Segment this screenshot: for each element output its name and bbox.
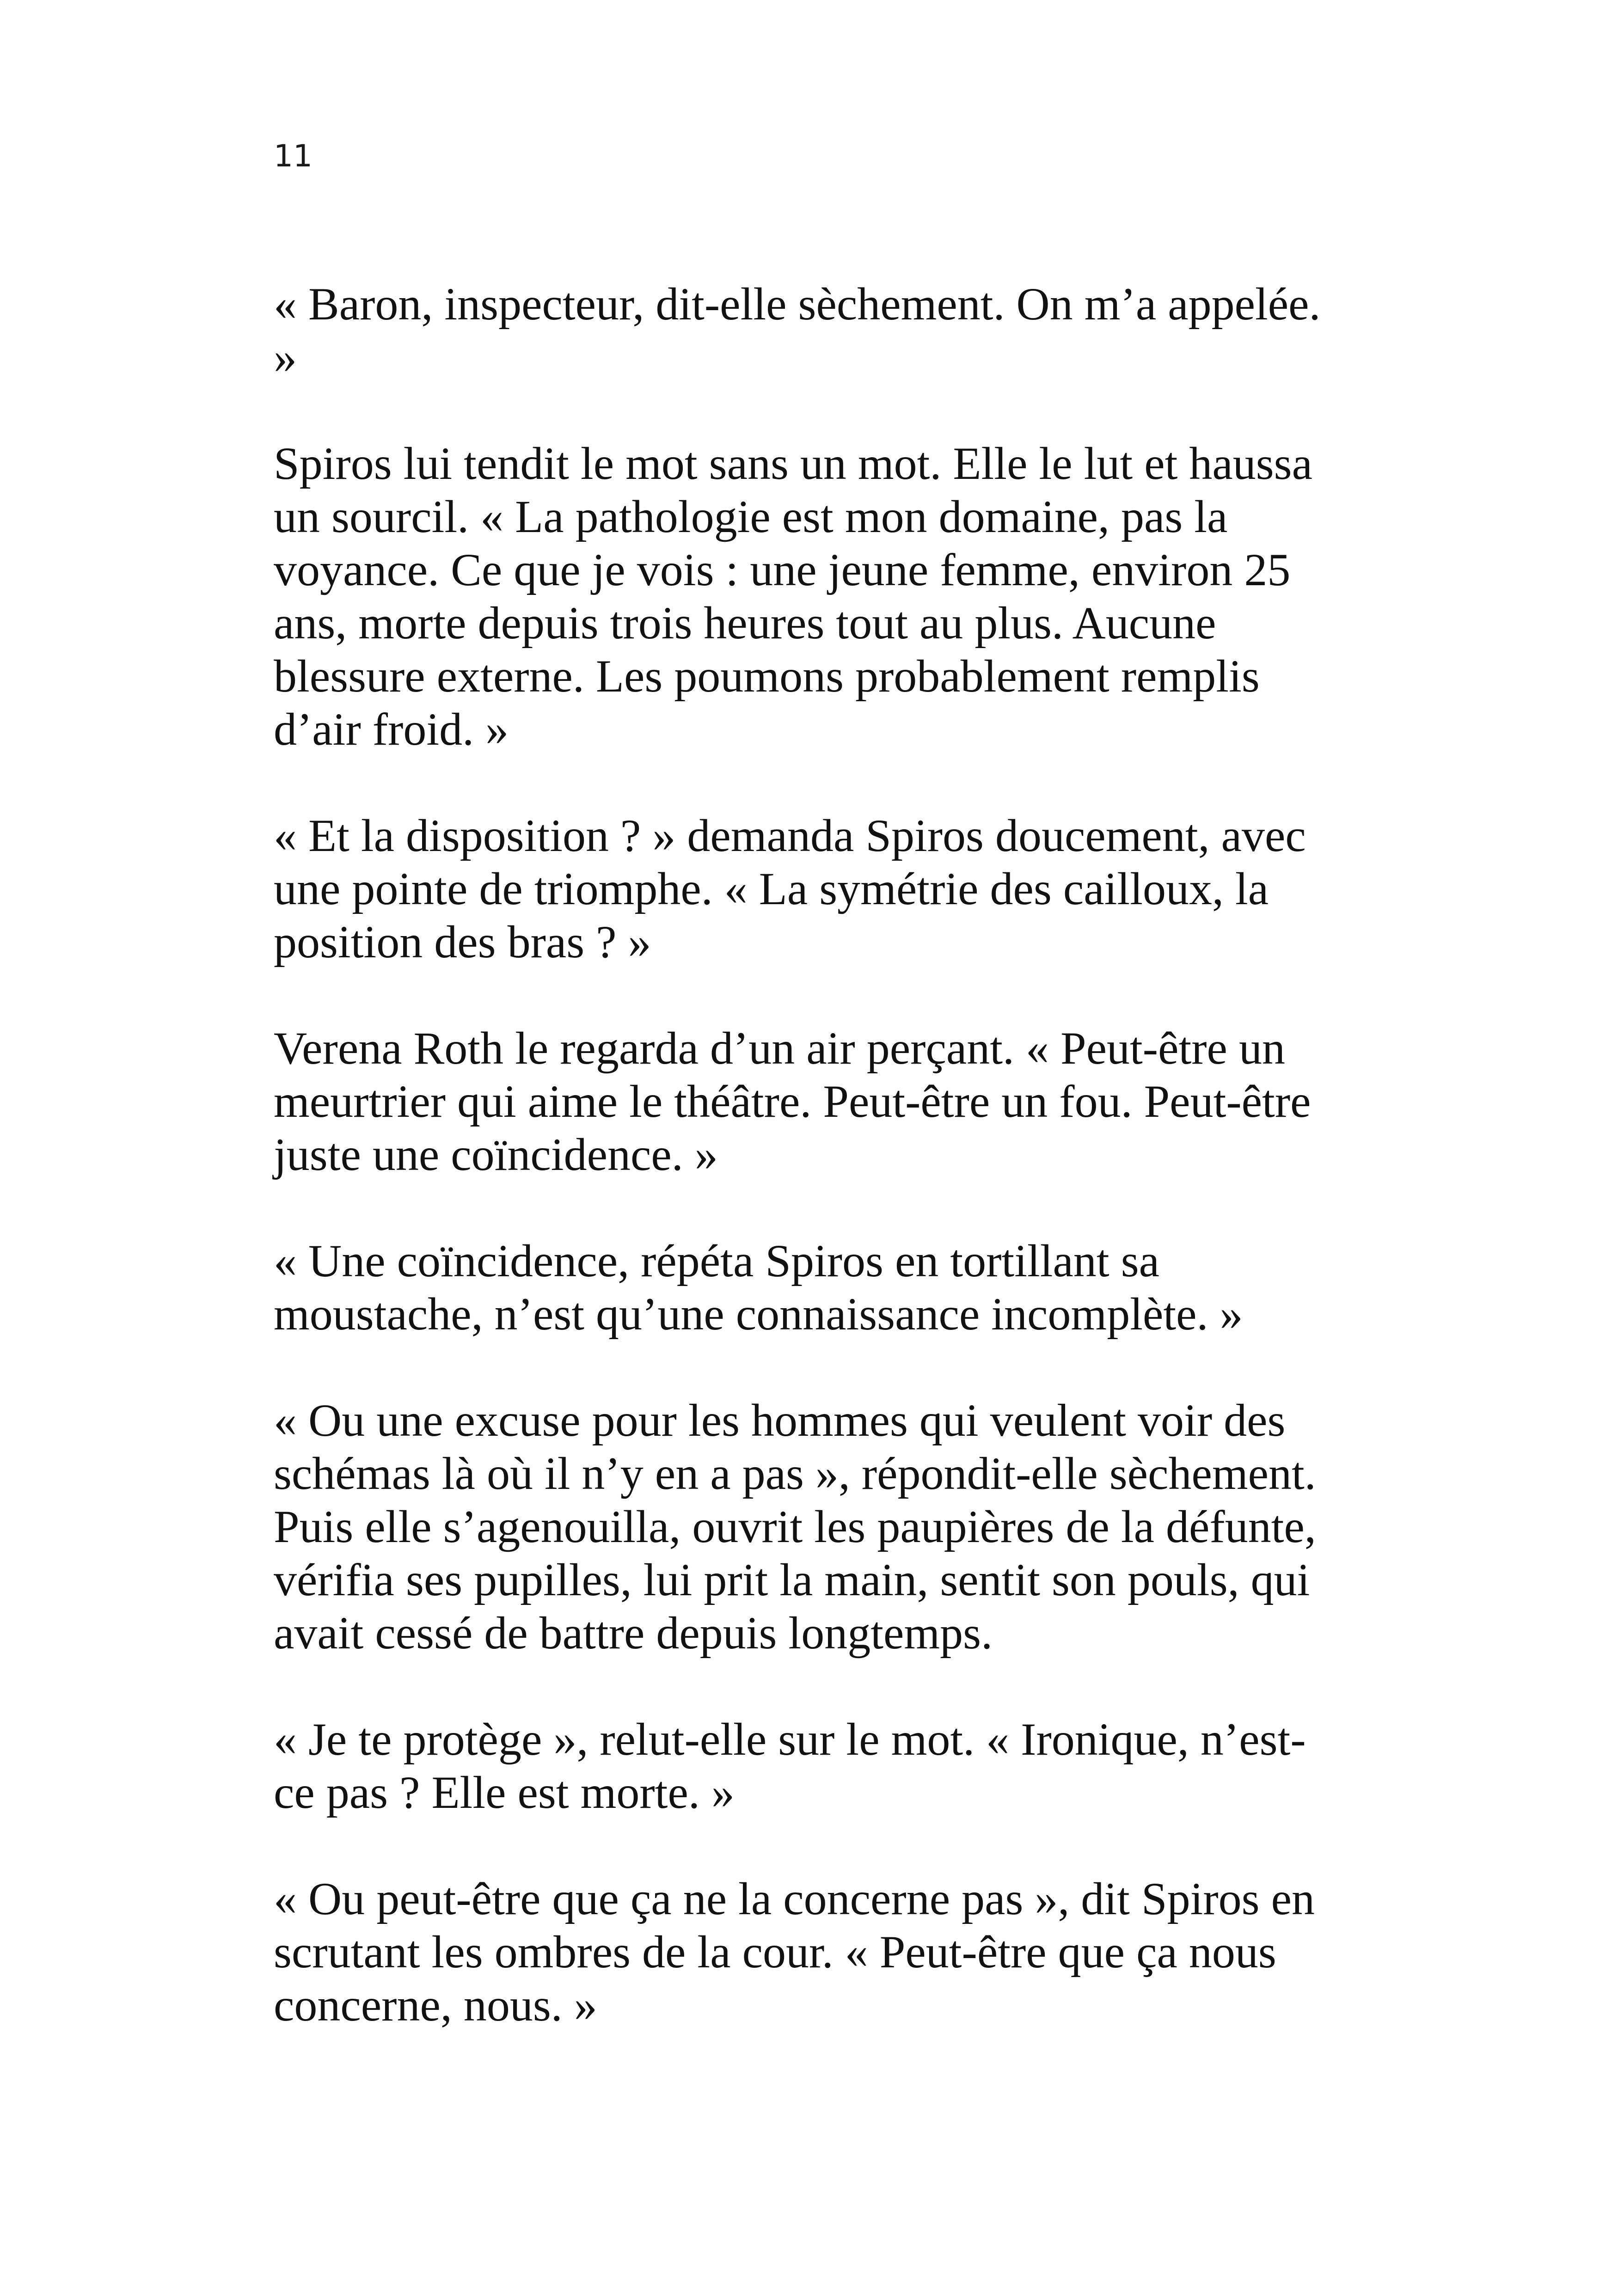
text-line: Puis elle s’agenouilla, ouvrit les paupières de la défunte, <box>274 1501 1316 1552</box>
text-line: schémas là où il n’y en a pas », répondit-elle sèchement. <box>274 1448 1316 1499</box>
paragraph <box>274 1234 1342 1341</box>
text-line: « Ou peut-être que ça ne la concerne pas », dit Spiros en <box>274 1873 1315 1924</box>
text-line: Spiros lui tendit le mot sans un mot. Elle le lut et haussa <box>274 438 1312 489</box>
paragraph <box>274 277 1342 384</box>
text-line: « Et la disposition ? » demanda Spiros doucement, avec <box>274 810 1306 861</box>
text-line: meurtrier qui aime le théâtre. Peut-être un fou. Peut-être <box>274 1076 1311 1127</box>
paragraph <box>274 1394 1342 1659</box>
text-line: juste une coïncidence. » <box>274 1129 718 1180</box>
text-line: Verena Roth le regarda d’un air perçant. « Peut-être un <box>274 1022 1285 1074</box>
text-line: « Une coïncidence, répéta Spiros en tortillant sa <box>274 1235 1160 1286</box>
text-line: vérifia ses pupilles, lui prit la main, sentit son pouls, qui <box>274 1554 1310 1605</box>
text-line: un sourcil. « La pathologie est mon domaine, pas la <box>274 491 1228 542</box>
text-line: une pointe de triomphe. « La symétrie des cailloux, la <box>274 863 1269 914</box>
paragraph <box>274 809 1342 968</box>
text-line: « Ou une excuse pour les hommes qui veulent voir des <box>274 1395 1286 1446</box>
paragraph <box>274 437 1342 756</box>
text-line: moustache, n’est qu’une connaissance incomplète. » <box>274 1288 1243 1340</box>
text-line: « Baron, inspecteur, dit-elle sèchement. On m’a appelée. <box>274 278 1321 330</box>
text-line: avait cessé de battre depuis longtemps. <box>274 1607 993 1659</box>
paragraph <box>274 1022 1342 1181</box>
text-line: ans, morte depuis trois heures tout au plus. Aucune <box>274 597 1216 649</box>
page-number: 11 <box>274 138 313 174</box>
text-line: » <box>274 331 297 383</box>
text-line: concerne, nous. » <box>274 1979 597 2031</box>
text-line: scrutant les ombres de la cour. « Peut-être que ça nous <box>274 1926 1276 1978</box>
text-line: blessure externe. Les poumons probablement remplis <box>274 650 1260 702</box>
paragraph <box>274 1872 1342 2032</box>
paragraph <box>274 1713 1342 1819</box>
text-line: position des bras ? » <box>274 916 651 967</box>
text-line: « Je te protège », relut-elle sur le mot. « Ironique, n’est- <box>274 1714 1306 1765</box>
body-text <box>274 277 1342 2085</box>
text-line: d’air froid. » <box>274 704 509 755</box>
text-line: voyance. Ce que je vois : une jeune femme, environ 25 <box>274 544 1291 595</box>
text-line: ce pas ? Elle est morte. » <box>274 1767 735 1818</box>
